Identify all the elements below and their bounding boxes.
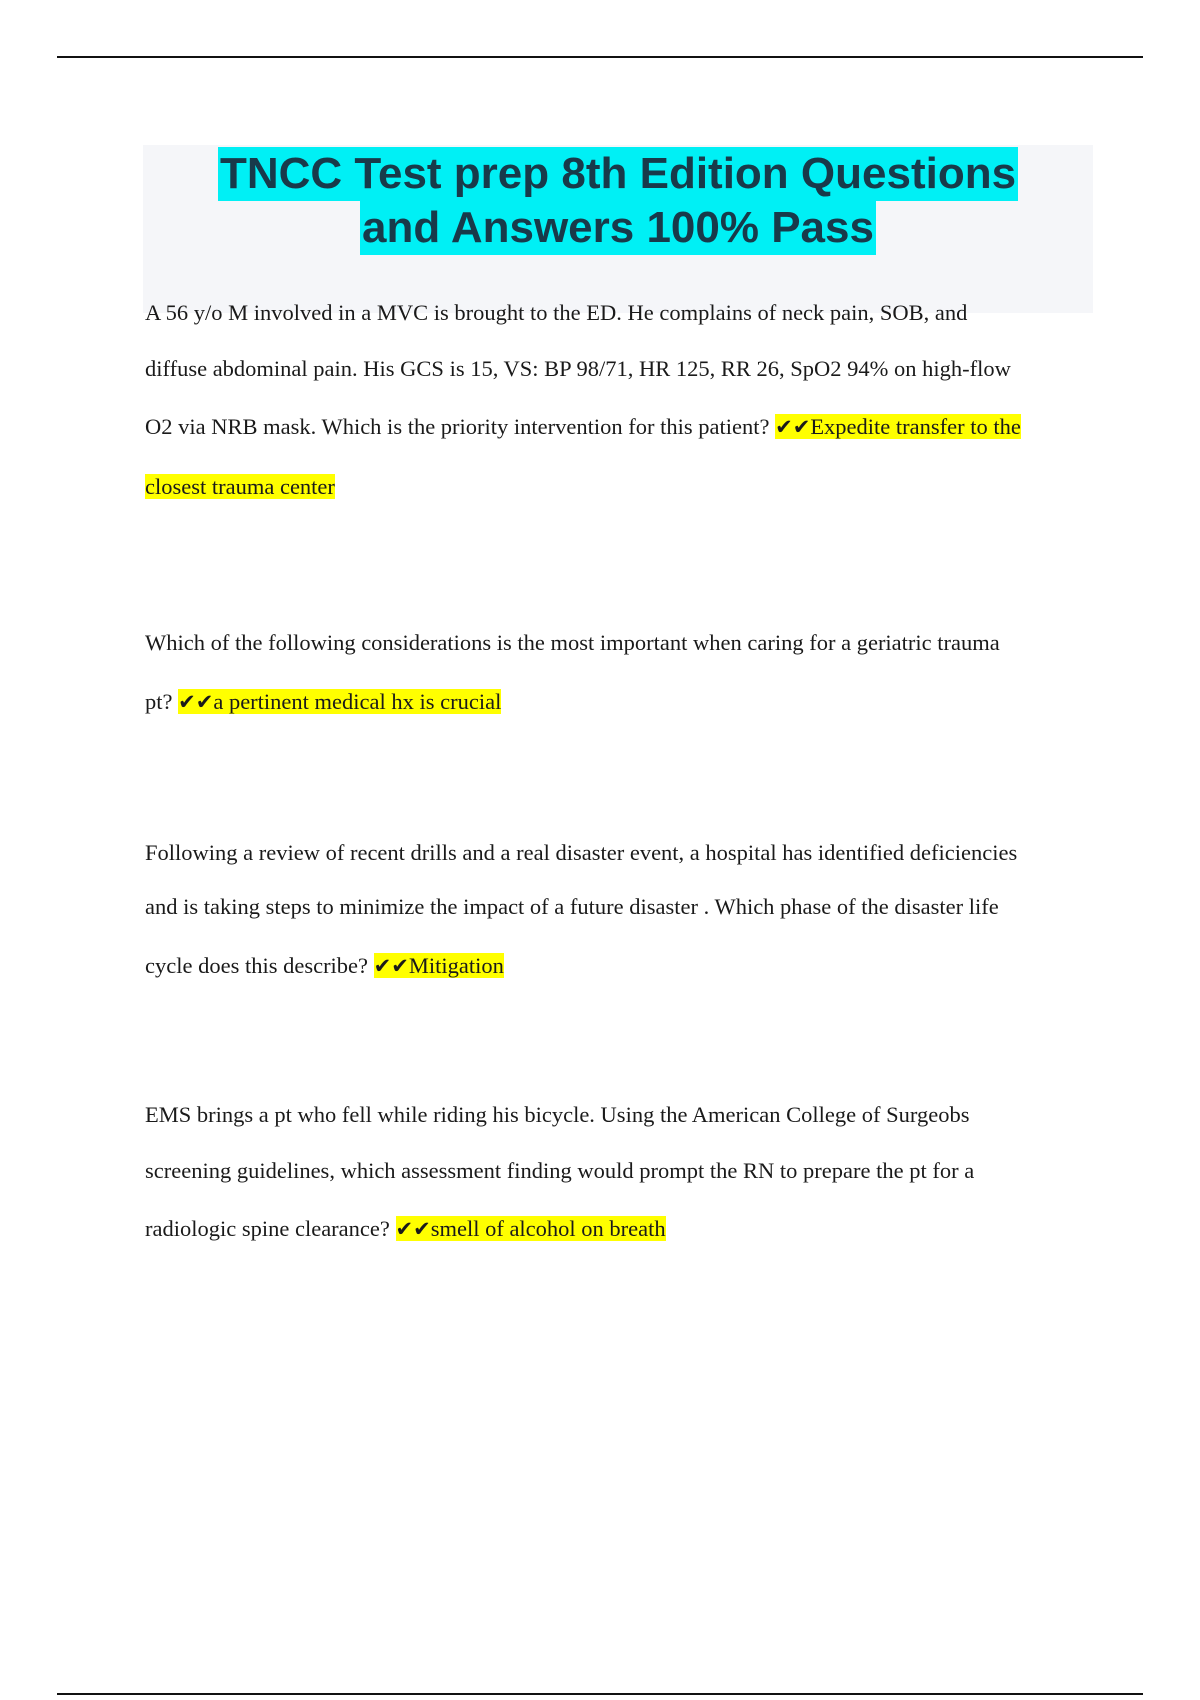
question-line: A 56 y/o M involved in a MVC is brought to the ED. He complains of neck pain, SOB, and [145,300,968,325]
question-line: diffuse abdominal pain. His GCS is 15, VS: BP 98/71, HR 125, RR 26, SpO2 94% on high-flow [145,356,1011,381]
question-line: EMS brings a pt who fell while riding his bicycle. Using the American College of Surgeobs [145,1102,970,1127]
answer-text: smell of alcohol on breath [430,1216,666,1241]
checkmark-icon: ✔✔ [775,415,811,439]
question-line [145,689,501,715]
answer-text: Mitigation [408,953,504,978]
question-line [145,953,504,979]
answer-highlight [775,414,1021,439]
checkmark-icon: ✔✔ [373,954,409,978]
question-text: pt? [145,689,179,714]
title-line-2: and Answers 100% Pass [360,201,876,255]
question-line [145,414,1021,440]
question-line: Which of the following considerations is the most important when caring for a geriatric trauma [145,630,1000,655]
question-line: Following a review of recent drills and a real disaster event, a hospital has identified deficiencies [145,840,1018,865]
answer-text: closest trauma center [145,474,335,499]
answer-text: Expedite transfer to the [810,414,1021,439]
question-text: cycle does this describe? [145,953,374,978]
checkmark-icon: ✔✔ [178,690,214,714]
question-text: O2 via NRB mask. Which is the priority intervention for this patient? [145,414,776,439]
answer-text: a pertinent medical hx is crucial [213,689,502,714]
question-text: radiologic spine clearance? [145,1216,396,1241]
header-rule [57,56,1143,58]
answer-highlight [396,1216,666,1241]
answer-highlight [374,953,504,978]
answer-highlight [178,689,501,714]
title-line-1: TNCC Test prep 8th Edition Questions [218,147,1018,201]
question-line [145,1216,666,1242]
title-block [143,145,1093,313]
answer-line [145,474,335,500]
checkmark-icon: ✔✔ [395,1217,431,1241]
question-line: screening guidelines, which assessment finding would prompt the RN to prepare the pt for a [145,1158,975,1183]
footer-rule [57,1693,1143,1695]
question-line: and is taking steps to minimize the impact of a future disaster . Which phase of the disaster life [145,894,999,919]
page-title [143,145,1093,255]
